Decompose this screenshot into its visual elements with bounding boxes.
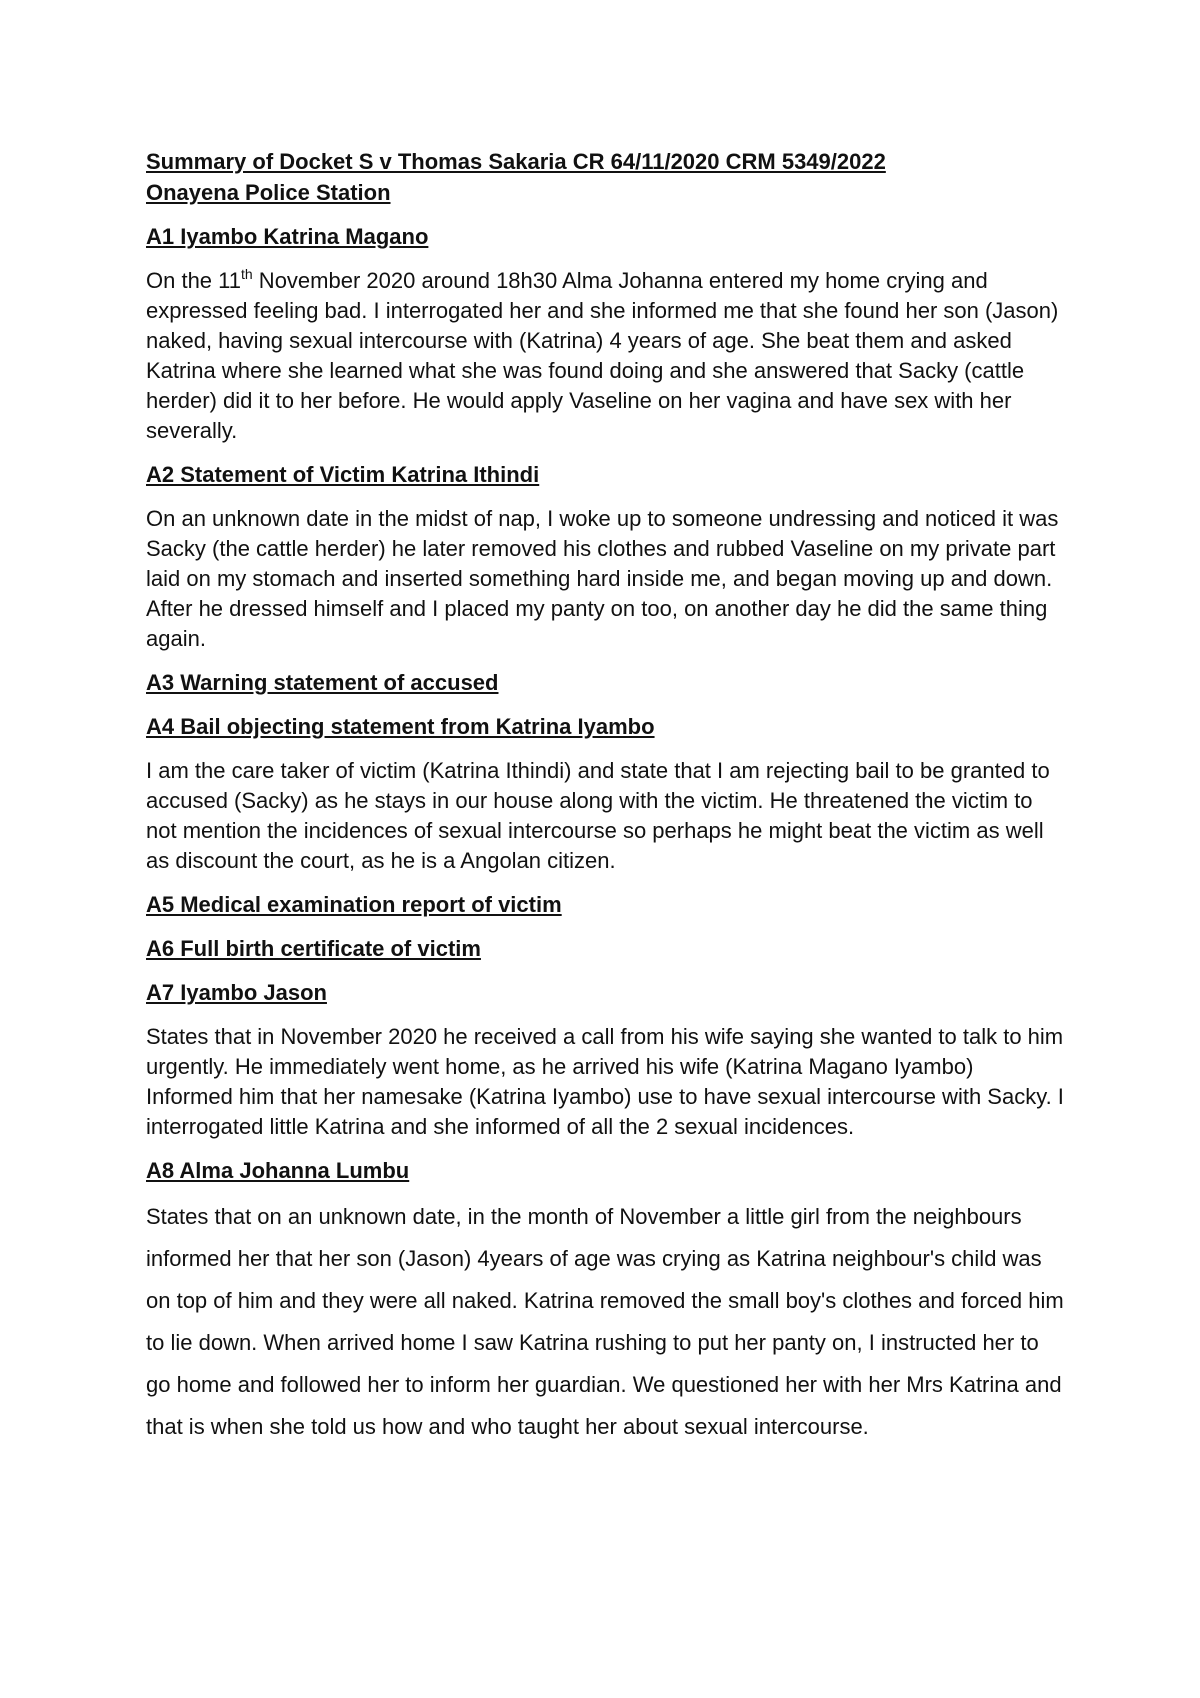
section-heading-a8: A8 Alma Johanna Lumbu bbox=[146, 1158, 410, 1183]
document-page bbox=[146, 146, 1066, 1462]
section-text-a1 bbox=[146, 266, 1066, 446]
section-heading-a6: A6 Full birth certificate of victim bbox=[146, 936, 481, 961]
a1-text-rest: November 2020 around 18h30 Alma Johanna entered my home crying and expressed feeling bad. I interrogated her and she informed me that she found her son (Jason) naked, having sexual intercourse with (Katrina) 4 years of age. She beat them and asked Katrina where she learned what she was found doing and she answered that Sacky (cattle herder) did it to her before. He would apply Vaseline on her vagina and have sex with her severally. bbox=[146, 268, 1059, 443]
section-heading-a1: A1 Iyambo Katrina Magano bbox=[146, 224, 429, 249]
a1-text-start: On the 11 bbox=[146, 268, 241, 293]
title-line-1: Summary of Docket S v Thomas Sakaria CR 64/11/2020 CRM 5349/2022 bbox=[146, 149, 886, 174]
section-heading-a5: A5 Medical examination report of victim bbox=[146, 892, 562, 917]
document-title bbox=[146, 146, 1066, 208]
section-text-a2: On an unknown date in the midst of nap, I woke up to someone undressing and noticed it was Sacky (the cattle herder) he later removed his clothes and rubbed Vaseline on my private part laid on my stomach and inserted something hard inside me, and began moving up and down. After he dressed himself and I placed my panty on too, on another day he did the same thing again. bbox=[146, 506, 1059, 651]
a1-ordinal-suffix: th bbox=[241, 266, 253, 282]
section-heading-a2: A2 Statement of Victim Katrina Ithindi bbox=[146, 462, 540, 487]
section-text-a7: States that in November 2020 he received a call from his wife saying she wanted to talk to him urgently. He immediately went home, as he arrived his wife (Katrina Magano Iyambo) Informed him that her namesake (Katrina Iyambo) use to have sexual intercourse with Sacky. I interrogated little Katrina and she informed of all the 2 sexual incidences. bbox=[146, 1024, 1064, 1139]
section-heading-a3: A3 Warning statement of accused bbox=[146, 670, 499, 695]
section-text-a4: I am the care taker of victim (Katrina Ithindi) and state that I am rejecting bail to be granted to accused (Sacky) as he stays in our house along with the victim. He threatened the victim to not mention the incidences of sexual intercourse so perhaps he might beat the victim as well as discount the court, as he is a Angolan citizen. bbox=[146, 758, 1050, 873]
section-text-a8: States that on an unknown date, in the month of November a little girl from the neighbours informed her that her son (Jason) 4years of age was crying as Katrina neighbour's child was on top of him and they were all naked. Katrina removed the small boy's clothes and forced him to lie down. When arrived home I saw Katrina rushing to put her panty on, I instructed her to go home and followed her to inform her guardian. We questioned her with her Mrs Katrina and that is when she told us how and who taught her about sexual intercourse. bbox=[146, 1204, 1064, 1439]
section-heading-a4: A4 Bail objecting statement from Katrina Iyambo bbox=[146, 714, 655, 739]
title-line-2: Onayena Police Station bbox=[146, 180, 391, 205]
section-heading-a7: A7 Iyambo Jason bbox=[146, 980, 327, 1005]
